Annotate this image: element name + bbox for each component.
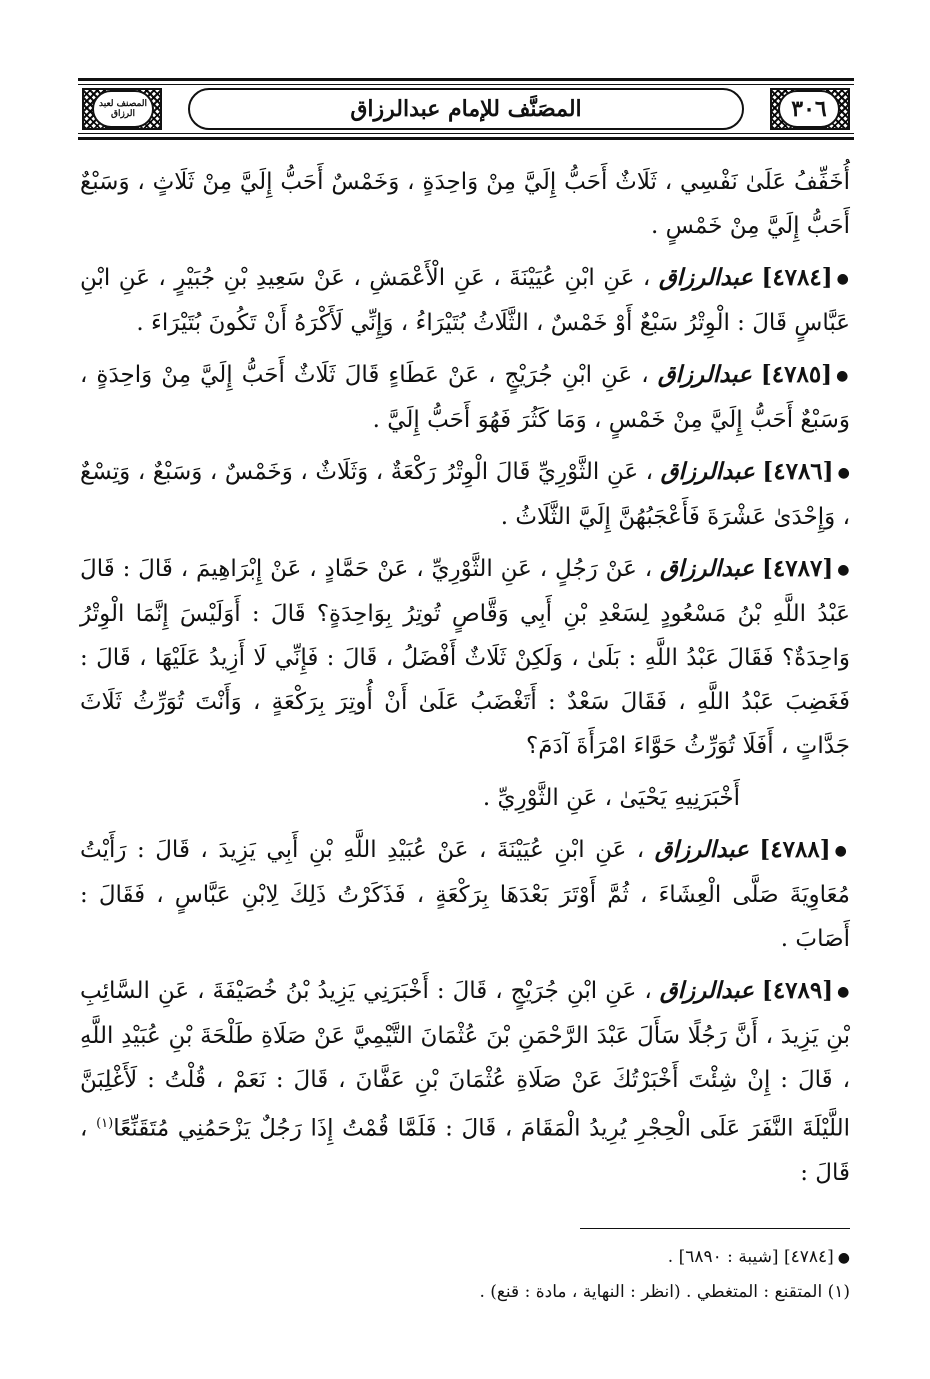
bullet-icon: ●	[837, 984, 851, 1000]
footnote-source-text: [٤٧٨٤] [شيبة : ٦٨٩٠] .	[667, 1247, 834, 1267]
bullet-icon: ●	[834, 843, 851, 859]
footnote-1: (١) المتقنع : المتغطي . (انظر : النهاية ، مادة : قنع) .	[479, 1281, 850, 1302]
bullet-icon: ●	[837, 465, 851, 481]
bullet-icon: ●	[837, 562, 850, 578]
hadith-text: ، عَنِ الثَّوْرِيِّ قَالَ الْوِتْرُ رَكْعَةٌ ، وَثَلَاثٌ ، وَخَمْسٌ ، وَسَبْعٌ ، وَتِسْعٌ ، وَإِحْدَىٰ عَشْرَةَ فَأَعْجَبُهُنَّ إِلَيَّ الثَّلَاثُ .	[80, 459, 850, 530]
hadith-4784	[80, 256, 850, 345]
hadith-author: عبدالرزاق	[660, 555, 755, 582]
book-emblem: المصنف لعبد الرزاق	[92, 90, 154, 128]
hadith-text: ، عَنِ ابْنِ عُيَيْنَةَ ، عَنْ عُبَيْدِ اللَّهِ بْنِ أَبِي يَزِيدَ ، قَالَ : رَأَيْتُ مُعَاوِيَةَ صَلَّى الْعِشَاءَ ، ثُمَّ أَوْتَرَ بَعْدَهَا بِرَكْعَةٍ ، فَذَكَرْتُ ذَلِكَ لِابْنِ عَبَّاسٍ ، فَقَالَ : أَصَابَ .	[80, 837, 850, 952]
footnotes	[80, 1240, 850, 1309]
footnote-marker[interactable]: (١)	[96, 1116, 114, 1131]
bullet-icon: ●	[836, 271, 850, 287]
hadith-number: [٤٧٨٤]	[761, 264, 833, 291]
hadith-text-tail: ، قَالَ :	[80, 1115, 850, 1186]
book-title: المصَنَّف للإمام عبدالرزاق	[188, 88, 744, 130]
hadith-author: عبدالرزاق	[660, 458, 755, 485]
hadith-number: [٤٧٨٩]	[761, 977, 834, 1004]
bullet-icon: ●	[836, 368, 850, 384]
paragraph-continuation: أُخَفِّفُ عَلَىٰ نَفْسِي ، ثَلَاثٌ أَحَبُّ إِلَيَّ مِنْ وَاحِدَةٍ ، وَخَمْسٌ أَحَبُّ إِلَيَّ مِنْ ثَلَاثٍ ، وَسَبْعٌ أَحَبُّ إِلَيَّ مِنْ خَمْسٍ .	[80, 169, 850, 239]
hadith-number: [٤٧٨٨]	[759, 836, 831, 863]
hadith-text: ، عَنِ ابْنِ جُرَيْجٍ ، عَنْ عَطَاءٍ قَالَ ثَلَاثٌ أَحَبُّ إِلَيَّ مِنْ وَاحِدَةٍ ، وَسَبْعٌ أَحَبُّ إِلَيَّ مِنْ خَمْسٍ ، وَمَا كَثُرَ فَهُوَ أَحَبُّ إِلَيَّ .	[80, 362, 850, 433]
hadith-4788	[80, 828, 850, 961]
hadith-author: عبدالرزاق	[659, 977, 754, 1004]
hadith-author: عبدالرزاق	[658, 264, 753, 291]
hadith-text: ، عَنْ رَجُلٍ ، عَنِ الثَّوْرِيِّ ، عَنْ حَمَّادٍ ، عَنْ إِبْرَاهِيمَ ، قَالَ : قَالَ عَبْدُ اللَّهِ بْنُ مَسْعُودٍ لِسَعْدِ بْنِ أَبِي وَقَّاصٍ تُوتِرُ بِوَاحِدَةٍ؟ قَالَ : أَوَلَيْسَ إِنَّمَا الْوِتْرُ وَاحِدَةٌ؟ فَقَالَ عَبْدُ اللَّهِ : بَلَىٰ ، وَلَكِنْ ثَلَاثٌ أَفْضَلُ ، قَالَ : فَإِنِّي لَا أَزِيدُ عَلَيْهَا ، قَالَ : فَغَضِبَ عَبْدُ اللَّهِ ، فَقَالَ سَعْدٌ : أَتَغْضَبُ عَلَىٰ أَنْ أُوتِرَ بِرَكْعَةٍ ، وَأَنْتَ تُوَرِّثُ ثَلَاثَ جَدَّاتٍ ، أَفَلَا تُوَرِّثُ حَوَّاءَ امْرَأَةَ آدَمَ؟	[80, 556, 850, 759]
hadith-4787-note: أَخْبَرَنِيهِ يَحْيَىٰ ، عَنِ الثَّوْرِيِّ .	[482, 785, 740, 811]
bullet-icon: ●	[837, 1249, 850, 1266]
main-text	[80, 160, 850, 1203]
hadith-number: [٤٧٨٥]	[760, 361, 833, 388]
hadith-text: ، عَنِ ابْنِ جُرَيْجٍ ، قَالَ : أَخْبَرَنِي يَزِيدُ بْنُ خُصَيْفَةَ ، عَنِ السَّائِبِ بْنِ يَزِيدَ ، أَنَّ رَجُلًا سَأَلَ عَبْدَ الرَّحْمَنِ بْنَ عُثْمَانَ التَّيْمِيَّ عَنْ صَلَاةِ طَلْحَةَ بْنِ عُبَيْدِ اللَّهِ ، قَالَ : إِنْ شِئْتَ أَخْبَرْتُكَ عَنْ صَلَاةِ عُثْمَانَ بْنِ عَفَّانَ ، قَالَ : نَعَمْ ، قُلْتُ : لَأَغْلِبَنَّ اللَّيْلَةَ النَّفَرَ عَلَى الْحِجْرِ يُرِيدُ الْمَقَامَ ، قَالَ : فَلَمَّا قُمْتُ إِذَا رَجُلٌ يَزْحَمُنِي مُتَقَنِّعًا	[80, 978, 850, 1142]
footnote-divider	[580, 1228, 850, 1229]
hadith-4786	[80, 450, 850, 539]
hadith-4787	[80, 547, 850, 768]
hadith-text: ، عَنِ ابْنِ عُيَيْنَةَ ، عَنِ الْأَعْمَشِ ، عَنْ سَعِيدِ بْنِ جُبَيْرٍ ، عَنِ ابْنِ عَبَّاسٍ قَالَ : الْوِتْرُ سَبْعٌ أَوْ خَمْسٌ ، الثَّلَاثُ بُتَيْرَاءُ ، وَإِنِّي لَأَكْرَهُ أَنْ تَكُونَ بُتَيْرَاءَ .	[80, 265, 850, 336]
hadith-4785	[80, 353, 850, 442]
hadith-number: [٤٧٨٧]	[762, 555, 834, 582]
page-number: ٣٠٦	[778, 90, 840, 128]
hadith-4789	[80, 969, 850, 1195]
hadith-number: [٤٧٨٦]	[762, 458, 834, 485]
footnote-source	[80, 1240, 850, 1275]
hadith-author: عبدالرزاق	[654, 836, 749, 863]
hadith-author: عبدالرزاق	[657, 361, 752, 388]
page-header	[78, 78, 854, 140]
